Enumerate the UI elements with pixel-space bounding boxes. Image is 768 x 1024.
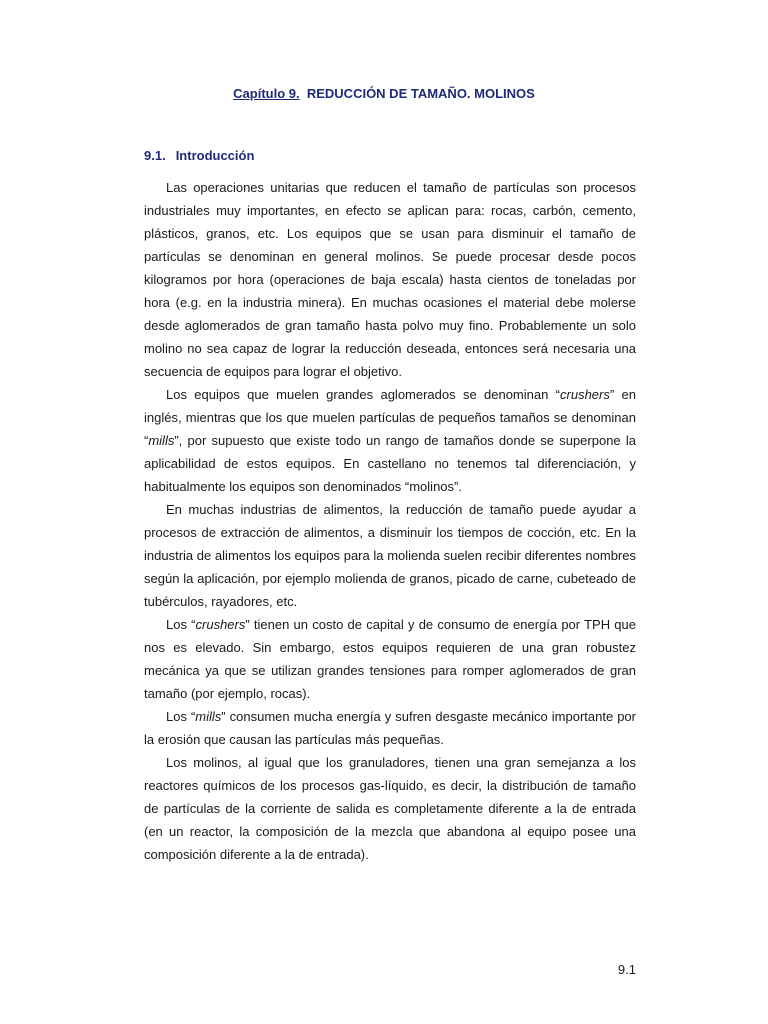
section-number: 9.1. — [144, 148, 166, 163]
paragraph-2-text-2: ” en inglés, mientras que los que muelen partículas de pequeños tamaños se denominan “ — [144, 387, 636, 448]
paragraph-2-text-3: ”, por supuesto que existe todo un rango de tamaños donde se superpone la aplicabilidad de estos equipos. En castellano no tenemos tal diferenciación, y habitualmente los equipos son denominados “molinos”. — [144, 433, 636, 494]
paragraph-6: Los molinos, al igual que los granuladores, tienen una gran semejanza a los reactores químicos de los procesos gas-líquido, es decir, la distribución de tamaño de partículas de la corriente de salida es completamente diferente a la de entrada (en un reactor, la composición de la mezcla que abandona al equipo posee una composición diferente a la de entrada). — [144, 755, 636, 862]
paragraph-2-term-crushers: crushers — [560, 387, 610, 402]
paragraph-5-text-1: Los “ — [166, 709, 196, 724]
chapter-title — [0, 86, 768, 101]
paragraph-2-term-mills: mills — [148, 433, 175, 448]
paragraph-5 — [144, 705, 636, 751]
paragraph-4 — [144, 613, 636, 705]
paragraph-5-text-2: ” consumen mucha energía y sufren desgaste mecánico importante por la erosión que causan las partículas más pequeñas. — [144, 709, 636, 747]
paragraph-5-term-mills: mills — [195, 709, 222, 724]
chapter-name: REDUCCIÓN DE TAMAÑO. MOLINOS — [306, 86, 535, 101]
paragraph-4-text-2: ” tienen un costo de capital y de consumo de energía por TPH que nos es elevado. Sin embargo, estos equipos requieren de una gran robustez mecánica ya que se utilizan grandes tensiones para romper aglomerados de gran tamaño (por ejemplo, rocas). — [144, 617, 637, 701]
paragraph-4-text-1: Los “ — [166, 617, 196, 632]
paragraph-4-term-crushers: crushers — [195, 617, 246, 632]
body-text — [144, 176, 636, 866]
section-heading — [144, 148, 254, 163]
chapter-number: Capítulo 9. — [233, 86, 300, 101]
section-title: Introducción — [175, 148, 255, 163]
paragraph-2-text-1: Los equipos que muelen grandes aglomerados se denominan “ — [166, 387, 561, 402]
paragraph-2 — [144, 383, 636, 498]
paragraph-3: En muchas industrias de alimentos, la reducción de tamaño puede ayudar a procesos de extracción de alimentos, a disminuir los tiempos de cocción, etc. En la industria de alimentos los equipos para la molienda suelen recibir diferentes nombres según la aplicación, por ejemplo molienda de granos, picado de carne, cubeteado de tubérculos, rayadores, etc. — [144, 502, 636, 609]
paragraph-1: Las operaciones unitarias que reducen el tamaño de partículas son procesos industriales muy importantes, en efecto se aplican para: rocas, carbón, cemento, plásticos, granos, etc. Los equipos que se usan para disminuir el tamaño de partículas se denominan en general molinos. Se puede procesar desde pocos kilogramos por hora (operaciones de baja escala) hasta cientos de toneladas por hora (e.g. en la industria minera). En muchas ocasiones el material debe molerse desde aglomerados de gran tamaño hasta polvo muy fino. Probablemente un solo molino no sea capaz de lograr la reducción deseada, entonces será necesaria una secuencia de equipos para lograr el objetivo. — [144, 180, 636, 379]
page-number: 9.1 — [617, 962, 636, 977]
